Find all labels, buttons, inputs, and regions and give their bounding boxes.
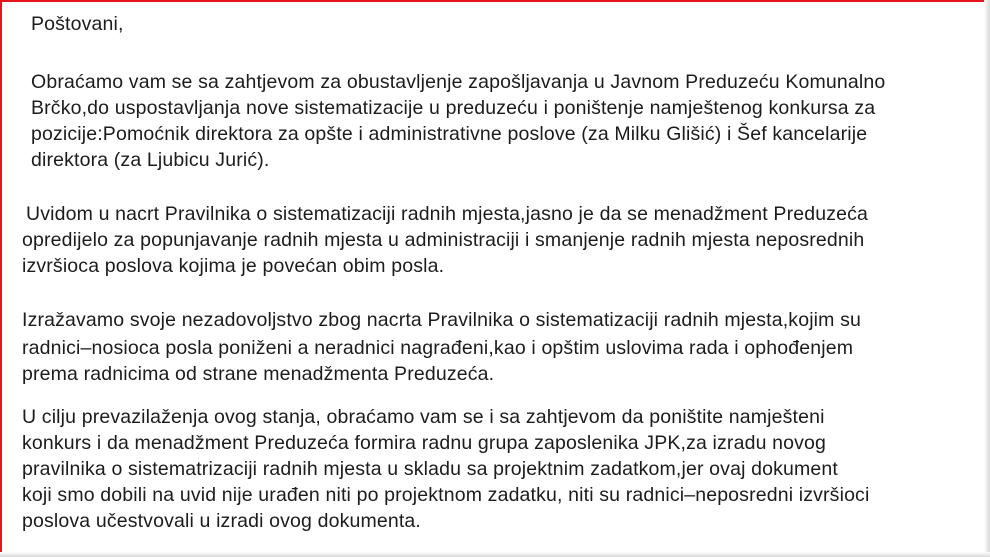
paragraph-line: U cilju prevazilaženja ovog stanja, obraćamo vam se i sa zahtjevom da poništite namješteni bbox=[22, 406, 825, 428]
paragraph-line: pozicije:Pomoćnik direktora za opšte i administrativne poslove (za Milku Glišić) i Šef kancelarije bbox=[31, 123, 868, 145]
paragraph-line: izvršioca poslova kojima je povećan obim posla. bbox=[22, 255, 445, 277]
paragraph-line: pravilnika o sistematrizaciji radnih mjesta u skladu sa projektnim zadatkom,jer ovaj dokument bbox=[22, 458, 838, 480]
paragraph-line: prema radnicima od strane menadžmenta Preduzeća. bbox=[22, 363, 495, 385]
paragraph-line: konkurs i da menadžment Preduzeća formira radnu grupa zaposlenika JPK,za izradu novog bbox=[22, 432, 827, 454]
paragraph-line: opredijelo za popunjavanje radnih mjesta u administraciji i smanjenje radnih mjesta neposrednih bbox=[22, 229, 865, 251]
paragraph-line: direktora (za Ljubicu Jurić). bbox=[31, 149, 270, 171]
paragraph-line: radnici–nosioca posla poniženi a neradnici nagrađeni,kao i opštim uslovima rada i ophođenjem bbox=[22, 337, 854, 359]
paragraph-line: koji smo dobili na uvid nije urađen niti po projektnom zadatku, niti su radnici–neposredni izvršioci bbox=[22, 484, 870, 506]
paragraph-line: poslova učestvovali u izradi ovog dokumenta. bbox=[22, 510, 421, 532]
letter-greeting: Poštovani, bbox=[31, 13, 124, 35]
paragraph-line: Izražavamo svoje nezadovoljstvo zbog nacrta Pravilnika o sistematizaciji radnih mjesta,kojim su bbox=[22, 309, 862, 331]
paragraph-line: Obraćamo vam se sa zahtjevom za obustavljenje zapošljavanja u Javnom Preduzeću Komunalno bbox=[31, 71, 886, 93]
paragraph-line: Brčko,do uspostavljanja nove sistematizacije u preduzeću i poništenje namještenog konkursa za bbox=[31, 97, 876, 119]
paragraph-line: Uvidom u nacrt Pravilnika o sistematizaciji radnih mjesta,jasno je da se menadžment Preduzeća bbox=[26, 203, 868, 225]
